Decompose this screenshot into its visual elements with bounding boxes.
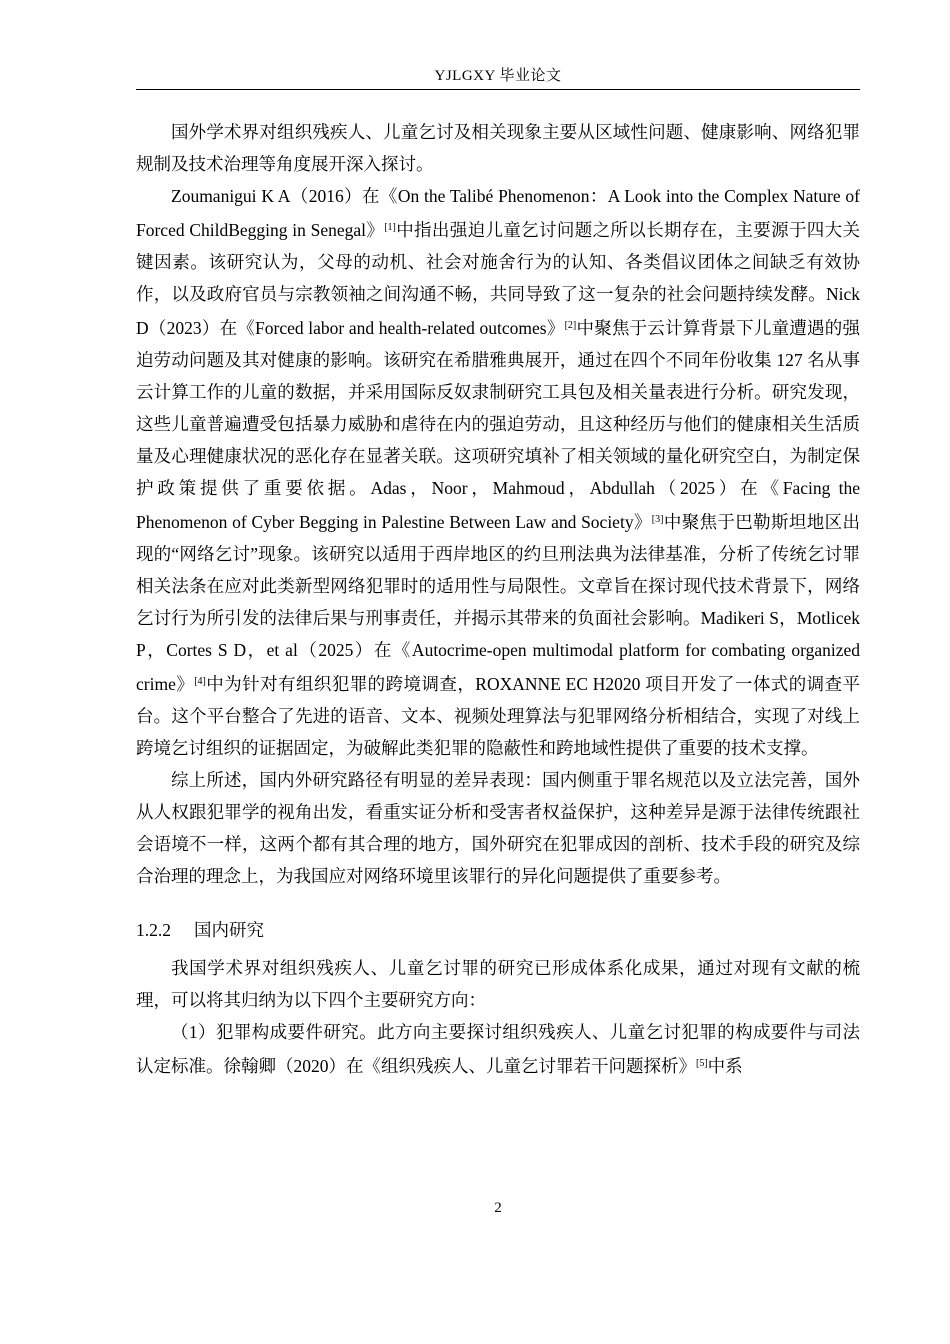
paragraph-intro: 国外学术界对组织残疾人、儿童乞讨及相关现象主要从区域性问题、健康影响、网络犯罪规制及技术治理等角度展开深入探讨。: [136, 122, 860, 174]
section-heading: [136, 914, 860, 946]
paragraph-foreign-studies: Zoumanigui K A（2016）在《On the Talibé Phenomenon：A Look into the Complex Nature of Forced ChildBegging in Senegal》[1]中指出强迫儿童乞讨问题之所以长期存在，主要源于四大关键因素。该研究认为，父母的动机、社会对施舍行为的认知、各类倡议团体之间缺乏有效协作，以及政府官员与宗教领袖之间沟通不畅，共同导致了这一复杂的社会问题持续发酵。Nick D（2023）在《Forced labor and health-related outcomes》[2]中聚焦于云计算背景下儿童遭遇的强迫劳动问题及其对健康的影响。该研究在希腊雅典展开，通过在四个不同年份收集 127 名从事云计算工作的儿童的数据，并采用国际反奴隶制研究工具包及相关量表进行分析。研究发现，这些儿童普遍遭受包括暴力威胁和虐待在内的强迫劳动，且这种经历与他们的健康相关生活质量及心理健康状况的恶化存在显著关联。这项研究填补了相关领域的量化研究空白，为制定保护政策提供了重要依据。Adas，Noor，Mahmoud，Abdullah（2025）在《Facing the Phenomenon of Cyber Begging in Palestine Between Law and Society》[3]中聚焦于巴勒斯坦地区出现的“网络乞讨”现象。该研究以适用于西岸地区的约旦刑法典为法律基准，分析了传统乞讨罪相关法条在应对此类新型网络犯罪时的适用性与局限性。文章旨在探讨现代技术背景下，网络乞讨行为所引发的法律后果与刑事责任，并揭示其带来的负面社会影响。Madikeri S，Motlicek P，Cortes S D，et al（2025）在《Autocrime-open multimodal platform for combating organized crime》[4]中为针对有组织犯罪的跨境调查，ROXANNE EC H2020 项目开发了一体式的调查平台。这个平台整合了先进的语音、文本、视频处理算法与犯罪网络分析相结合，实现了对线上跨境乞讨组织的证据固定，为破解此类犯罪的隐蔽性和跨地域性提供了重要的技术支撑。: [136, 186, 861, 758]
citation-marker: [5]: [696, 1058, 708, 1069]
paragraph-summary: 综上所述，国内外研究路径有明显的差异表现：国内侧重于罪名规范以及立法完善，国外从人权跟犯罪学的视角出发，看重实证分析和受害者权益保护，这种差异是源于法律传统跟社会语境不一样，这两个都有其合理的地方，国外研究在犯罪成因的剖析、技术手段的研究及综合治理的理念上，为我国应对网络环境里该罪行的异化问题提供了重要参考。: [136, 770, 860, 886]
page-header: YJLGXY 毕业论文: [434, 68, 562, 84]
paragraph-domestic-intro: 我国学术界对组织残疾人、儿童乞讨罪的研究已形成体系化成果，通过对现有文献的梳理，可以将其归纳为以下四个主要研究方向：: [136, 958, 860, 1010]
page-body: [136, 116, 860, 1082]
section-title: 国内研究: [194, 920, 264, 940]
section-number: 1.2.2: [136, 920, 171, 940]
citation-marker: [1]: [384, 222, 396, 233]
citation-marker: [2]: [564, 320, 577, 331]
header-rule: [136, 89, 860, 90]
citation-marker: [4]: [194, 676, 206, 687]
paragraph-domestic-1: （1）犯罪构成要件研究。此方向主要探讨组织残疾人、儿童乞讨犯罪的构成要件与司法认定标准。徐翰卿（2020）在《组织残疾人、儿童乞讨罪若干问题探析》[5]中系: [136, 1022, 860, 1076]
citation-marker: [3]: [651, 514, 664, 525]
page-number: 2: [494, 1200, 502, 1216]
